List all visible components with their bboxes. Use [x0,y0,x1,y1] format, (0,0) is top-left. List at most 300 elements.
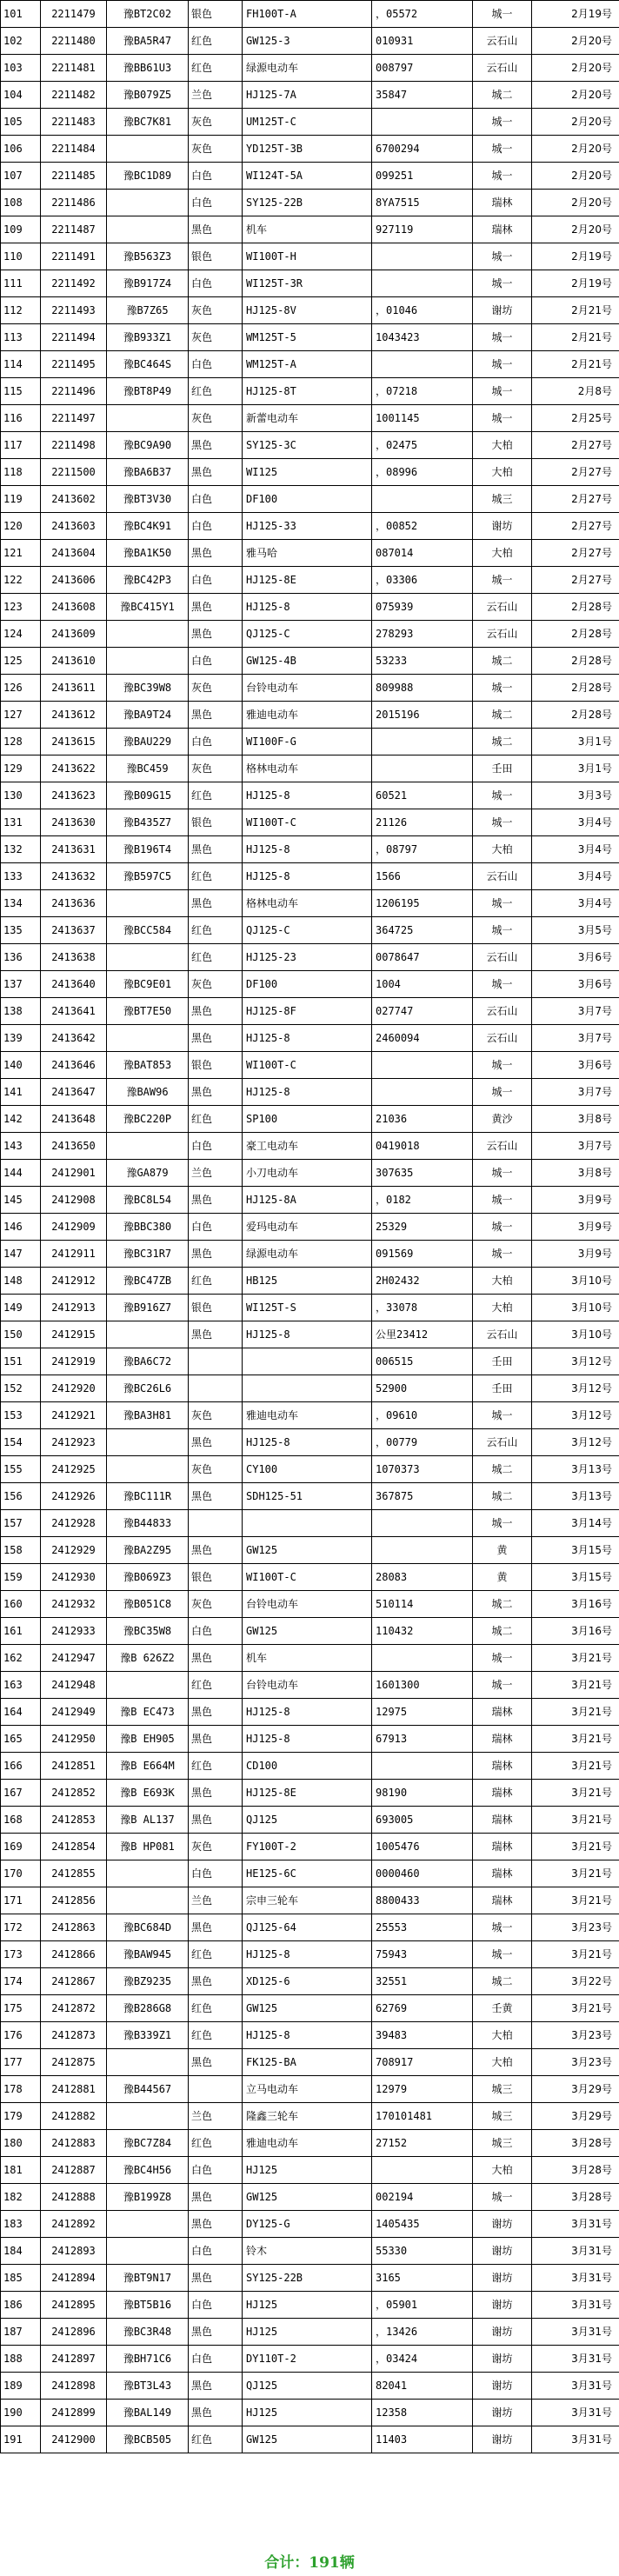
plate-number-cell [107,2211,189,2238]
record-id-cell: 2413609 [41,621,107,648]
serial-code-cell: 82041 [372,2373,473,2400]
model-cell [243,1510,372,1537]
row-number-cell: 173 [1,1941,41,1968]
color-cell: 灰色 [189,297,243,324]
serial-code-cell: 2460094 [372,1025,473,1052]
model-cell: HJ125-8 [243,594,372,621]
serial-code-cell: 278293 [372,621,473,648]
serial-code-cell: 公里23412 [372,1321,473,1348]
model-cell: DF100 [243,486,372,513]
table-row [1,432,619,459]
color-cell: 黑色 [189,836,243,863]
record-id-cell: 2412909 [41,1214,107,1241]
color-cell: 黑色 [189,594,243,621]
row-number-cell: 161 [1,1618,41,1645]
location-cell: 云石山 [473,1321,532,1348]
table-row [1,755,619,782]
table-row [1,297,619,324]
plate-number-cell: 豫B069Z3 [107,1564,189,1591]
color-cell: 兰色 [189,1887,243,1914]
row-number-cell: 179 [1,2103,41,2130]
plate-number-cell: 豫BT3V30 [107,486,189,513]
row-number-cell: 132 [1,836,41,863]
location-cell: 壬田 [473,1375,532,1402]
row-number-cell: 182 [1,2184,41,2211]
table-row [1,998,619,1025]
plate-number-cell: 豫B933Z1 [107,324,189,351]
model-cell: 雅迪电动车 [243,1402,372,1429]
serial-code-cell: 8800433 [372,1887,473,1914]
table-row [1,55,619,82]
plate-number-cell: 豫BA2Z95 [107,1537,189,1564]
date-cell: 3月12号 [532,1348,619,1375]
table-row [1,1914,619,1941]
location-cell: 瑞林 [473,1753,532,1780]
date-cell: 2月21号 [532,297,619,324]
plate-number-cell: 豫BA6C72 [107,1348,189,1375]
model-cell: FH100T-A [243,1,372,28]
record-id-cell: 2211481 [41,55,107,82]
table-row [1,1780,619,1807]
record-id-cell: 2413610 [41,648,107,675]
plate-number-cell [107,890,189,917]
plate-number-cell: 豫BC111R [107,1483,189,1510]
plate-number-cell [107,2238,189,2265]
serial-code-cell: 927119 [372,216,473,243]
plate-number-cell: 豫BA9T24 [107,702,189,729]
table-row [1,1241,619,1268]
color-cell: 银色 [189,809,243,836]
plate-number-cell: 豫BC4K91 [107,513,189,540]
model-cell: GW125 [243,1537,372,1564]
serial-code-cell: 25553 [372,1914,473,1941]
date-cell: 2月20号 [532,82,619,109]
serial-code-cell: 006515 [372,1348,473,1375]
record-id-cell: 2413642 [41,1025,107,1052]
row-number-cell: 165 [1,1726,41,1753]
model-cell: QJ125-C [243,621,372,648]
serial-code-cell: 27152 [372,2130,473,2157]
plate-number-cell: 豫BA6B37 [107,459,189,486]
plate-number-cell: 豫BC415Y1 [107,594,189,621]
row-number-cell: 147 [1,1241,41,1268]
date-cell: 3月6号 [532,944,619,971]
model-cell: HJ125-8F [243,998,372,1025]
color-cell: 灰色 [189,1591,243,1618]
color-cell [189,2076,243,2103]
date-cell: 3月28号 [532,2184,619,2211]
record-id-cell: 2413637 [41,917,107,944]
table-row [1,2184,619,2211]
record-id-cell: 2412856 [41,1887,107,1914]
record-id-cell: 2412901 [41,1160,107,1187]
table-row [1,594,619,621]
record-id-cell: 2211496 [41,378,107,405]
location-cell: 云石山 [473,594,532,621]
plate-number-cell: 豫B E693K [107,1780,189,1807]
date-cell: 3月10号 [532,1295,619,1321]
table-row [1,324,619,351]
location-cell: 城一 [473,1241,532,1268]
location-cell: 壬田 [473,755,532,782]
color-cell: 黑色 [189,702,243,729]
plate-number-cell: 豫BC9E01 [107,971,189,998]
table-row [1,2049,619,2076]
serial-code-cell: ，07218 [372,378,473,405]
row-number-cell: 167 [1,1780,41,1807]
location-cell: 城二 [473,1618,532,1645]
location-cell: 瑞林 [473,1860,532,1887]
row-number-cell: 139 [1,1025,41,1052]
table-row [1,2103,619,2130]
table-row [1,2426,619,2453]
serial-code-cell [372,109,473,136]
date-cell: 2月28号 [532,702,619,729]
location-cell: 谢坊 [473,2265,532,2292]
location-cell: 城一 [473,1079,532,1106]
color-cell: 黑色 [189,1645,243,1672]
serial-code-cell: 60521 [372,782,473,809]
model-cell: 铃木 [243,2238,372,2265]
model-cell: GW125-3 [243,28,372,55]
plate-number-cell [107,621,189,648]
date-cell: 3月13号 [532,1456,619,1483]
model-cell: HJ125 [243,2400,372,2426]
row-number-cell: 102 [1,28,41,55]
location-cell: 城二 [473,1483,532,1510]
record-id-cell: 2412892 [41,2211,107,2238]
table-row [1,459,619,486]
serial-code-cell: 008797 [372,55,473,82]
row-number-cell: 157 [1,1510,41,1537]
table-row [1,1941,619,1968]
row-number-cell: 129 [1,755,41,782]
record-id-cell: 2413636 [41,890,107,917]
color-cell: 白色 [189,513,243,540]
table-row [1,513,619,540]
serial-code-cell: 1005476 [372,1834,473,1860]
date-cell: 3月21号 [532,1699,619,1726]
color-cell: 黑色 [189,459,243,486]
table-row [1,1,619,28]
color-cell: 白色 [189,2157,243,2184]
color-cell: 白色 [189,1133,243,1160]
location-cell: 城二 [473,648,532,675]
table-row [1,351,619,378]
model-cell: HJ125-8 [243,1941,372,1968]
record-id-cell: 2211485 [41,163,107,190]
table-row [1,917,619,944]
row-number-cell: 108 [1,190,41,216]
location-cell: 黄 [473,1537,532,1564]
serial-code-cell: 809988 [372,675,473,702]
location-cell: 城一 [473,1645,532,1672]
serial-code-cell: 170101481 [372,2103,473,2130]
serial-code-cell: 307635 [372,1160,473,1187]
location-cell: 谢坊 [473,2426,532,2453]
date-cell: 3月10号 [532,1321,619,1348]
model-cell: GW125-4B [243,648,372,675]
table-row [1,1456,619,1483]
record-id-cell: 2412919 [41,1348,107,1375]
serial-code-cell: ，00779 [372,1429,473,1456]
location-cell: 城一 [473,1510,532,1537]
location-cell: 谢坊 [473,2400,532,2426]
plate-number-cell: 豫BC47ZB [107,1268,189,1295]
date-cell: 3月8号 [532,1160,619,1187]
table-row [1,1995,619,2022]
color-cell: 黑色 [189,2265,243,2292]
row-number-cell: 186 [1,2292,41,2319]
record-id-cell: 2413615 [41,729,107,755]
row-number-cell: 127 [1,702,41,729]
model-cell: HJ125 [243,2292,372,2319]
location-cell: 谢坊 [473,2346,532,2373]
date-cell: 3月28号 [532,2130,619,2157]
model-cell: XD125-6 [243,1968,372,1995]
model-cell: HJ125-8 [243,1726,372,1753]
location-cell: 瑞林 [473,216,532,243]
color-cell: 黑色 [189,2319,243,2346]
record-id-cell: 2412855 [41,1860,107,1887]
record-id-cell: 2412893 [41,2238,107,2265]
row-number-cell: 138 [1,998,41,1025]
record-id-cell: 2211482 [41,82,107,109]
plate-number-cell [107,136,189,163]
location-cell: 云石山 [473,1025,532,1052]
serial-code-cell [372,1645,473,1672]
serial-code-cell [372,729,473,755]
location-cell: 城一 [473,567,532,594]
date-cell: 3月31号 [532,2238,619,2265]
model-cell: FY100T-2 [243,1834,372,1860]
date-cell: 3月6号 [532,1052,619,1079]
table-row [1,540,619,567]
model-cell: DY110T-2 [243,2346,372,2373]
row-number-cell: 115 [1,378,41,405]
color-cell: 灰色 [189,755,243,782]
model-cell: HJ125-8E [243,1780,372,1807]
location-cell: 城一 [473,1187,532,1214]
record-id-cell: 2211487 [41,216,107,243]
row-number-cell: 111 [1,270,41,297]
table-row [1,971,619,998]
plate-number-cell: 豫B917Z4 [107,270,189,297]
location-cell: 云石山 [473,1429,532,1456]
model-cell: GW125 [243,1995,372,2022]
date-cell: 3月31号 [532,2319,619,2346]
record-id-cell: 2211494 [41,324,107,351]
date-cell: 3月1号 [532,755,619,782]
record-id-cell: 2412920 [41,1375,107,1402]
date-cell: 2月28号 [532,675,619,702]
model-cell: WI125T-3R [243,270,372,297]
serial-code-cell [372,755,473,782]
date-cell: 2月19号 [532,1,619,28]
serial-code-cell: 075939 [372,594,473,621]
row-number-cell: 118 [1,459,41,486]
date-cell: 2月27号 [532,513,619,540]
plate-number-cell: 豫BZ9235 [107,1968,189,1995]
plate-number-cell: 豫BT5B16 [107,2292,189,2319]
color-cell: 红色 [189,55,243,82]
table-row [1,1268,619,1295]
color-cell: 红色 [189,378,243,405]
record-id-cell: 2412911 [41,1241,107,1268]
plate-number-cell: 豫BC39W8 [107,675,189,702]
date-cell: 2月28号 [532,621,619,648]
record-id-cell: 2413608 [41,594,107,621]
plate-number-cell: 豫BB61U3 [107,55,189,82]
color-cell: 红色 [189,917,243,944]
color-cell: 白色 [189,729,243,755]
serial-code-cell [372,1079,473,1106]
date-cell: 2月20号 [532,136,619,163]
color-cell: 黑色 [189,432,243,459]
color-cell: 红色 [189,1995,243,2022]
location-cell: 谢坊 [473,297,532,324]
serial-code-cell: 12975 [372,1699,473,1726]
model-cell: HJ125-23 [243,944,372,971]
record-id-cell: 2412950 [41,1726,107,1753]
record-id-cell: 2412929 [41,1537,107,1564]
serial-code-cell: 1004 [372,971,473,998]
record-id-cell: 2412908 [41,1187,107,1214]
serial-code-cell: ，03424 [372,2346,473,2373]
row-number-cell: 142 [1,1106,41,1133]
record-id-cell: 2412895 [41,2292,107,2319]
serial-code-cell: 1043423 [372,324,473,351]
row-number-cell: 191 [1,2426,41,2453]
location-cell: 城一 [473,1214,532,1241]
plate-number-cell: 豫BC1D89 [107,163,189,190]
record-id-cell: 2412866 [41,1941,107,1968]
record-id-cell: 2412925 [41,1456,107,1483]
table-row [1,2292,619,2319]
table-row [1,2373,619,2400]
plate-number-cell: 豫BT2C02 [107,1,189,28]
model-cell: 宗申三轮车 [243,1887,372,1914]
date-cell: 2月27号 [532,540,619,567]
location-cell: 谢坊 [473,2211,532,2238]
table-row [1,1968,619,1995]
location-cell: 大柏 [473,432,532,459]
table-row [1,243,619,270]
model-cell: HJ125-33 [243,513,372,540]
record-id-cell: 2413603 [41,513,107,540]
table-row [1,216,619,243]
row-number-cell: 171 [1,1887,41,1914]
location-cell: 城一 [473,1672,532,1699]
row-number-cell: 162 [1,1645,41,1672]
row-number-cell: 151 [1,1348,41,1375]
record-id-cell: 2412912 [41,1268,107,1295]
serial-code-cell: 28083 [372,1564,473,1591]
row-number-cell: 149 [1,1295,41,1321]
model-cell: 绿源电动车 [243,1241,372,1268]
color-cell: 兰色 [189,2103,243,2130]
table-row [1,621,619,648]
location-cell: 城一 [473,1941,532,1968]
color-cell: 银色 [189,243,243,270]
date-cell: 2月20号 [532,163,619,190]
model-cell: 台铃电动车 [243,1591,372,1618]
record-id-cell: 2211498 [41,432,107,459]
serial-code-cell: 8YA7515 [372,190,473,216]
color-cell: 银色 [189,1295,243,1321]
table-row [1,567,619,594]
serial-code-cell: 53233 [372,648,473,675]
model-cell: 隆鑫三轮车 [243,2103,372,2130]
date-cell: 3月21号 [532,1995,619,2022]
color-cell: 红色 [189,2130,243,2157]
table-row [1,729,619,755]
row-number-cell: 107 [1,163,41,190]
model-cell: 雅马哈 [243,540,372,567]
date-cell: 3月6号 [532,971,619,998]
table-row [1,1402,619,1429]
row-number-cell: 154 [1,1429,41,1456]
table-row [1,2211,619,2238]
plate-number-cell: 豫BC3R48 [107,2319,189,2346]
color-cell: 灰色 [189,1834,243,1860]
color-cell: 白色 [189,1214,243,1241]
date-cell: 3月5号 [532,917,619,944]
model-cell: HJ125 [243,2157,372,2184]
row-number-cell: 106 [1,136,41,163]
date-cell: 2月20号 [532,190,619,216]
plate-number-cell [107,1672,189,1699]
location-cell: 谢坊 [473,2238,532,2265]
date-cell: 3月31号 [532,2426,619,2453]
serial-code-cell: 25329 [372,1214,473,1241]
location-cell: 城一 [473,971,532,998]
plate-number-cell [107,648,189,675]
color-cell: 灰色 [189,1402,243,1429]
plate-number-cell: 豫B44833 [107,1510,189,1537]
color-cell: 灰色 [189,324,243,351]
color-cell: 白色 [189,2238,243,2265]
color-cell: 红色 [189,1941,243,1968]
model-cell: HJ125-8 [243,2022,372,2049]
date-cell: 3月4号 [532,863,619,890]
row-number-cell: 158 [1,1537,41,1564]
record-id-cell: 2211479 [41,1,107,28]
plate-number-cell: 豫B HP081 [107,1834,189,1860]
location-cell: 瑞林 [473,1834,532,1860]
location-cell: 城一 [473,163,532,190]
row-number-cell: 146 [1,1214,41,1241]
location-cell: 城一 [473,675,532,702]
record-id-cell: 2412933 [41,1618,107,1645]
date-cell: 3月21号 [532,1941,619,1968]
table-row [1,1214,619,1241]
row-number-cell: 112 [1,297,41,324]
serial-code-cell: 1566 [372,863,473,890]
serial-code-cell: ，05901 [372,2292,473,2319]
record-id-cell: 2413641 [41,998,107,1025]
model-cell: 雅迪电动车 [243,2130,372,2157]
table-row [1,1079,619,1106]
color-cell: 红色 [189,782,243,809]
row-number-cell: 160 [1,1591,41,1618]
location-cell: 城二 [473,702,532,729]
color-cell: 白色 [189,351,243,378]
plate-number-cell: 豫B E664M [107,1753,189,1780]
date-cell: 2月20号 [532,216,619,243]
row-number-cell: 174 [1,1968,41,1995]
model-cell: GW125 [243,1618,372,1645]
